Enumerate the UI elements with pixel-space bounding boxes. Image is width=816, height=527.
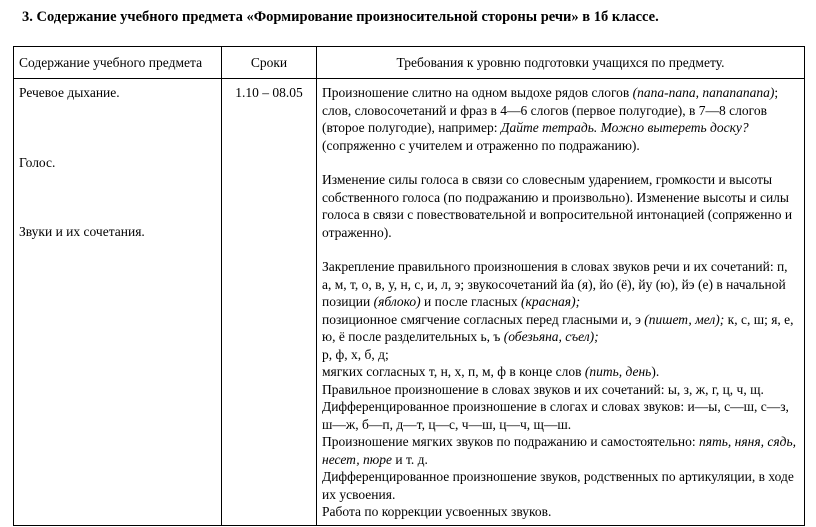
table-header-row: [14, 47, 805, 79]
header-content: Содержание учебного предмета: [14, 47, 222, 79]
sounds-line: [322, 363, 799, 381]
header-requirements: Требования к уровню подготовки учащихся по предмету.: [317, 47, 805, 79]
topic-voice: Голос.: [19, 154, 56, 170]
text-fragment: позиционное смягчение согласных перед гласными и, э: [322, 311, 645, 327]
example-fragment: (пишет, мел);: [644, 311, 725, 327]
sounds-line: [322, 433, 799, 468]
terms-cell: 1.10 – 08.05: [222, 79, 317, 526]
topic-breathing: Речевое дыхание.: [19, 85, 120, 100]
text-fragment: Закрепление правильного произношения в словах звуков речи и их сочетаний: п, а, м, т, о, в, у, н, с, и, л, э; звукосочетаний йа (я), йо (ё), йу (ю), йэ (е) в начальной позиции: [322, 259, 788, 309]
example-fragment: (красная);: [521, 294, 581, 309]
example-fragment: (папа-папа, папапапапа): [632, 85, 775, 100]
header-terms: Сроки: [222, 47, 317, 79]
topics-cell: [14, 79, 222, 526]
example-fragment: (обезьяна, съел);: [503, 329, 599, 344]
section-heading: 3. Содержание учебного предмета «Формирование произносительной стороны речи» в 1б классе.: [22, 9, 659, 25]
text-fragment: Произношение мягких звуков по подражанию и самостоятельно:: [322, 434, 700, 449]
example-fragment: пять, няня, сядь, несет, пюре: [322, 434, 796, 467]
sounds-line: Дифференцированное произношение в слогах и словах звуков: и—ы, с—ш, с—з, ш—ж, б—п, д—т, ц—с, ч—ш, ц—ч, щ—ш.: [322, 399, 789, 432]
example-fragment: (пить, день: [584, 364, 652, 379]
text-fragment: ).: [651, 364, 660, 379]
requirements-cell: [317, 79, 805, 526]
example-fragment: (яблоко): [373, 294, 421, 309]
sounds-line: р, ф, х, б, д;: [322, 346, 389, 362]
text-fragment: (сопряженно с учителем и отраженно по подражанию).: [322, 137, 640, 153]
breathing-requirements: [322, 84, 799, 154]
topic-sounds: Звуки и их сочетания.: [19, 224, 145, 239]
sounds-requirements: [322, 258, 799, 521]
text-fragment: Произношение слитно на одном выдохе рядов слогов: [322, 85, 633, 100]
text-fragment: мягких согласных т, н, х, п, м, ф в конце слов: [322, 364, 585, 379]
sounds-line: Работа по коррекции усвоенных звуков.: [322, 504, 552, 519]
text-fragment: ; слов, словосочетаний и фраз в 4—6 слогов (первое полугодие), в 7—8 слогов (второе полугодие), например:: [322, 85, 779, 135]
voice-requirements: Изменение силы голоса в связи со словесным ударением, громкости и высоты собственного голоса (по подражанию и произвольно). Изменение высоты и силы голоса в связи с повествовательной и вопросительной интонацией (сопряженно и отраженно).: [322, 172, 793, 240]
text-fragment: и после гласных: [420, 294, 522, 309]
example-fragment: Дайте тетрадь. Можно вытереть доску?: [500, 120, 749, 135]
sounds-line: Дифференцированное произношение звуков, родственных по артикуляции, в ходе их усвоения.: [322, 469, 794, 502]
sounds-line: [322, 311, 799, 346]
sounds-line: Правильное произношение в словах звуков и их сочетаний: ы, з, ж, г, ц, ч, щ.: [322, 381, 764, 397]
sounds-line: [322, 258, 799, 311]
text-fragment: к, с, ш; я, е, ю, ё после разделительных ь, ъ: [322, 311, 794, 344]
curriculum-table: [13, 46, 805, 526]
table-row: [14, 79, 805, 526]
text-fragment: и т. д.: [392, 451, 428, 467]
